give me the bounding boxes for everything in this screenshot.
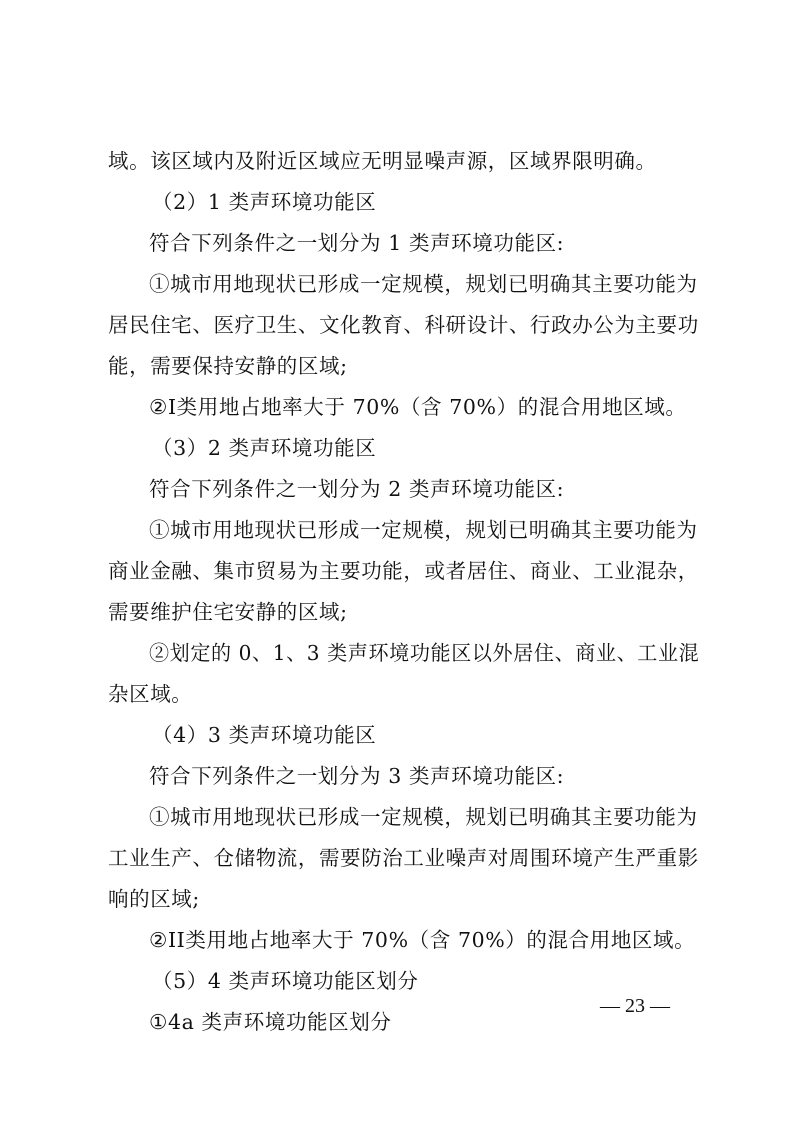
text-line: 符合下列条件之一划分为 1 类声环境功能区: [149,231,565,255]
text-line: 能，需要保持安静的区域; [108,354,348,378]
text-line: 符合下列条件之一划分为 2 类声环境功能区: [149,477,565,501]
section-heading: （2）1 类声环境功能区 [152,190,377,214]
text-line: 域。该区域内及附近区域应无明显噪声源，区域界限明确。 [108,149,657,173]
text-line: 响的区域; [108,887,200,911]
text-line: 商业金融、集市贸易为主要功能，或者居住、商业、工业混杂， [108,559,699,583]
text-line: ②I类用地占地率大于 70%（含 70%）的混合用地区域。 [149,395,687,419]
page-number: — 23 — [600,995,670,1017]
text-line: 工业生产、仓储物流，需要防治工业噪声对周围环境产生严重影 [108,846,699,870]
section-heading: （5）4 类声环境功能区划分 [152,969,419,993]
text-line: 需要维护住宅安静的区域; [108,600,348,624]
text-line: ②划定的 0、1、3 类声环境功能区以外居住、商业、工业混 [149,641,700,665]
text-line: ①4a 类声环境功能区划分 [149,1010,392,1034]
text-line: ②II类用地占地率大于 70%（含 70%）的混合用地区域。 [149,928,696,952]
text-line: 杂区域。 [108,682,193,706]
text-line: 居民住宅、医疗卫生、文化教育、科研设计、行政办公为主要功 [108,313,699,337]
section-heading: （4）3 类声环境功能区 [152,723,377,747]
section-heading: （3）2 类声环境功能区 [152,436,377,460]
text-line: ①城市用地现状已形成一定规模，规划已明确其主要功能为 [149,805,698,829]
text-line: 符合下列条件之一划分为 3 类声环境功能区: [149,764,565,788]
text-line: ①城市用地现状已形成一定规模，规划已明确其主要功能为 [149,518,698,542]
text-line: ①城市用地现状已形成一定规模，规划已明确其主要功能为 [149,272,698,296]
